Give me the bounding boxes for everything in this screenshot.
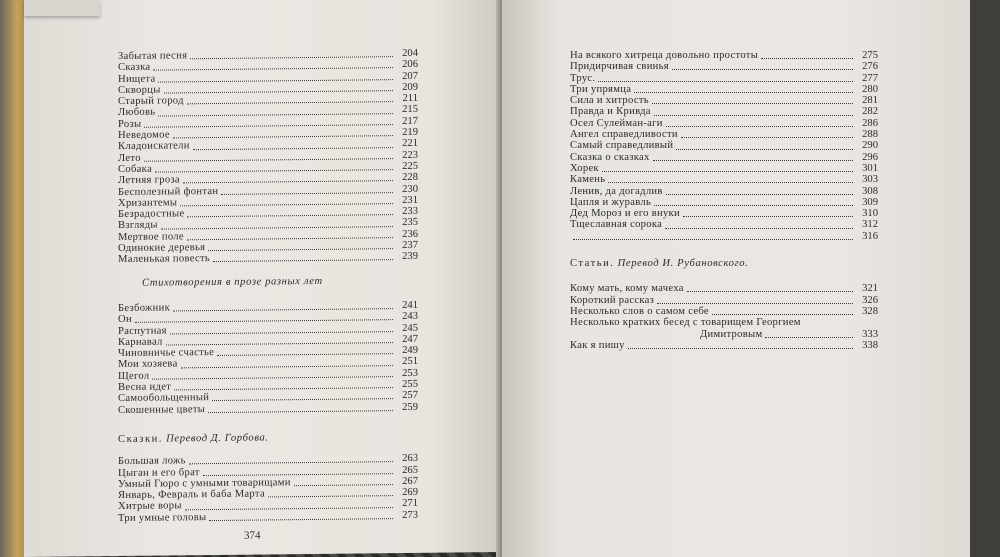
toc-entry-title: На всякого хитреца довольно простоты [570, 50, 759, 61]
toc-entry-title: Скворцы [118, 84, 161, 96]
toc-entry-title: Сказка о сказках [570, 151, 650, 163]
toc-entry-page: 257 [402, 390, 418, 402]
toc-entry [570, 186, 878, 197]
toc-entry-page: 219 [402, 126, 418, 139]
toc-entry-page: 281 [862, 95, 878, 107]
dot-leader [628, 348, 853, 349]
toc-entry [118, 510, 418, 524]
toc-entry-title: Старый город [118, 95, 184, 108]
toc-entry-page: 303 [862, 174, 878, 186]
toc-entry-page: 215 [402, 104, 418, 116]
dot-leader [654, 115, 853, 116]
toc-entry [570, 306, 878, 317]
toc-entry [570, 283, 878, 294]
toc-entry [570, 174, 878, 185]
toc-entry-page: 276 [862, 61, 878, 73]
toc-entry-title: Нищета [118, 73, 156, 85]
toc-entry-page: 312 [862, 219, 878, 231]
toc-entry-page: 239 [402, 251, 418, 263]
toc-entry-page: 237 [402, 239, 418, 252]
toc-entry-title: Весна идет [118, 381, 172, 394]
toc-group-2 [118, 300, 418, 416]
toc-entry-page: 228 [402, 172, 418, 184]
toc-entry [570, 340, 878, 351]
toc-entry-page: 265 [402, 464, 418, 476]
toc-entry-title: Короткий рассказ [570, 294, 655, 306]
toc-entry-page: 282 [862, 106, 878, 118]
toc-entry-title: Дед Мороз и его внуки [570, 208, 680, 220]
toc-entry-title: Несколько слов о самом себе [570, 305, 709, 317]
toc-entry-title: Самый справедливый [570, 140, 674, 152]
toc-entry-page: 221 [402, 138, 418, 150]
toc-entry-title: Сказка [118, 61, 151, 74]
left-page [24, 0, 500, 557]
toc-entry-title: Бесполезный фонтан [118, 185, 219, 198]
toc-entry-title: Кладоискатели [118, 140, 190, 153]
toc-entry [570, 329, 878, 340]
dot-leader [666, 194, 853, 195]
toc-entry-title: Одинокие деревья [118, 242, 206, 255]
toc-entry-title: Осел Сулейман-аги [570, 117, 663, 129]
toc-entry-page: 233 [402, 206, 418, 218]
toc-entry-title: Хризантемы [118, 197, 178, 209]
dot-leader [672, 69, 853, 70]
toc-entry-page: 206 [402, 59, 418, 71]
toc-entry-page: 204 [402, 47, 418, 60]
dot-leader [665, 228, 853, 229]
toc-entry-title: Тщеславная сорока [570, 219, 663, 231]
dot-leader [268, 495, 393, 497]
toc-entry-title: Неведомое [118, 129, 170, 142]
toc-entry [570, 197, 878, 208]
toc-group-2 [570, 283, 878, 351]
toc-entry-title: Мертвое поле [118, 231, 184, 243]
toc-entry-title: Большая ложь [118, 455, 186, 468]
toc-entry-page: 251 [402, 356, 418, 368]
toc-entry-page: 275 [862, 50, 878, 61]
toc-entry-page: 286 [862, 117, 878, 129]
dot-leader [598, 81, 853, 82]
dot-leader [761, 58, 853, 59]
section-heading-2: Статьи. Перевод И. Рубановского. [570, 258, 749, 270]
toc-entry-page: 211 [402, 93, 418, 105]
toc-entry-page: 267 [402, 475, 418, 487]
dot-leader [217, 353, 393, 356]
toc-entry-page: 223 [402, 149, 418, 161]
toc-entry-page: 280 [862, 83, 878, 95]
toc-entry-page: 255 [402, 378, 418, 391]
toc-entry-title: Хорек [570, 162, 599, 174]
toc-entry-title: Камень [570, 174, 606, 186]
dot-leader [608, 182, 853, 183]
toc-entry [570, 129, 878, 140]
toc-entry-title: Димитровым [700, 328, 763, 340]
toc-entry [570, 95, 878, 106]
toc-entry-page: 259 [402, 401, 418, 413]
dot-leader [681, 137, 853, 138]
toc-entry-page: 241 [402, 299, 418, 311]
toc-entry-title: Сила и хитрость [570, 95, 649, 107]
toc-entry-title: Лето [118, 152, 141, 164]
dot-leader [765, 337, 853, 338]
dot-leader [209, 518, 393, 521]
toc-entry-title: Январь, Февраль и баба Марта [118, 488, 265, 502]
page-number: 374 [244, 529, 261, 542]
toc-entry-page: 316 [862, 230, 878, 242]
toc-entry-title: Взгляды [118, 220, 158, 232]
dot-leader [602, 171, 853, 172]
dot-leader [221, 192, 393, 195]
toc-entry-page: 296 [862, 151, 878, 163]
toc-entry-title: Забытая песня [118, 50, 188, 63]
toc-entry-page: 230 [402, 183, 418, 195]
toc-entry [570, 152, 878, 163]
toc-entry-page: 309 [862, 196, 878, 208]
toc-entry-page: 271 [402, 498, 418, 510]
toc-entry-page: 333 [862, 328, 878, 340]
toc-entry-page: 217 [402, 115, 418, 127]
toc-entry-page: 326 [862, 294, 878, 306]
toc-entry-page: 338 [862, 339, 878, 351]
toc-entry-page: 247 [402, 333, 418, 345]
toc-entry [570, 50, 878, 61]
toc-entry-title: Цыган и его брат [118, 466, 200, 479]
toc-entry [570, 73, 878, 84]
toc-entry-page: 207 [402, 70, 418, 82]
toc-entry-title: Несколько кратких бесед с товарищем Георгием [570, 317, 801, 329]
toc-entry-title: Собака [118, 163, 152, 175]
toc-entry-title: Правда и Кривда [570, 106, 651, 118]
toc-entry-page: 277 [862, 72, 878, 84]
left-toc [118, 48, 418, 524]
toc-entry [570, 84, 878, 95]
toc-group-3 [118, 453, 418, 524]
toc-entry-page: 308 [862, 185, 878, 197]
toc-entry [570, 118, 878, 129]
dot-leader [653, 160, 853, 161]
toc-entry-title: Летняя гроза [118, 174, 180, 187]
dot-leader [666, 126, 853, 127]
right-toc [570, 50, 878, 351]
toc-entry-title: Трус. [570, 72, 596, 84]
toc-entry-page: 263 [402, 453, 418, 465]
right-background [968, 0, 1000, 557]
toc-entry-title: Скошенные цветы [118, 403, 206, 416]
toc-entry-page: 269 [402, 486, 418, 499]
dot-leader [654, 205, 853, 206]
toc-entry-page: 290 [862, 140, 878, 152]
toc-entry-page: 328 [862, 305, 878, 317]
toc-entry-page: 245 [402, 322, 418, 334]
dot-leader [683, 216, 853, 217]
toc-entry-title: Безрадостные [118, 208, 185, 221]
right-page [502, 0, 970, 557]
toc-entry-title: Розы [118, 118, 142, 130]
toc-entry-page: 310 [862, 208, 878, 220]
toc-entry-title: Умный Гюро с умными товарищами [118, 477, 291, 490]
toc-entry [570, 163, 878, 174]
toc-entry-title: Безбожник [118, 302, 171, 314]
toc-entry-page: 249 [402, 344, 418, 357]
dot-leader [687, 291, 853, 292]
toc-entry [570, 61, 878, 72]
toc-entry-page: 235 [402, 217, 418, 229]
toc-group-1 [118, 48, 418, 266]
toc-entry-page: 236 [402, 228, 418, 240]
toc-entry-title: Кому мать, кому мачеха [570, 283, 684, 295]
toc-entry-page: 301 [862, 162, 878, 174]
toc-entry-title: Любовь [118, 107, 156, 119]
dot-leader [634, 92, 853, 93]
toc-entry-title: Три упрямца [570, 83, 632, 95]
toc-entry-page: 273 [402, 509, 418, 521]
toc-entry [570, 295, 878, 306]
toc-entry-title: Цапля и журавль [570, 196, 652, 208]
toc-entry-title: Он [118, 314, 132, 326]
toc-entry-title: Маленькая повесть [118, 253, 211, 266]
dot-leader [652, 103, 853, 104]
toc-entry-page: 288 [862, 129, 878, 141]
toc-entry [570, 140, 878, 151]
toc-entry-title: Карнавал [118, 336, 163, 348]
dot-leader [294, 484, 393, 486]
dot-leader [573, 239, 853, 240]
page-corner [24, 0, 100, 16]
toc-entry-title: Три умные головы [118, 511, 207, 524]
toc-entry [570, 208, 878, 219]
toc-entry [570, 231, 878, 242]
book-edge-strip [0, 0, 24, 557]
toc-entry-title: Самообольщенный [118, 392, 210, 405]
toc-entry-page: 321 [862, 283, 878, 295]
toc-entry-title: Распутная [118, 325, 167, 337]
dot-leader [657, 303, 853, 304]
section-heading-3: Сказки. Перевод Д. Горбова. [118, 432, 269, 445]
toc-entry-page: 243 [402, 311, 418, 323]
toc-entry-title: Щегол [118, 370, 150, 382]
toc-entry-title: Как я пишу [570, 339, 625, 351]
toc-entry-title: Ленив, да догадлив [570, 185, 663, 197]
toc-entry-title: Ангел справедливости [570, 129, 678, 141]
section-heading-2: Стихотворения в прозе разных лет [142, 275, 323, 289]
dot-leader [676, 149, 853, 150]
toc-entry [570, 219, 878, 230]
dot-leader [712, 314, 853, 315]
toc-entry-title: Чиновничье счастье [118, 347, 215, 360]
toc-entry-page: 231 [402, 194, 418, 206]
toc-entry-page: 225 [402, 160, 418, 173]
toc-entry-title: Мои хозяева [118, 358, 178, 371]
toc-entry-title: Придирчивая свинья [570, 61, 669, 73]
toc-entry-title: Хитрые воры [118, 500, 182, 513]
toc-entry-page: 209 [402, 81, 418, 93]
toc-entry-page: 253 [402, 367, 418, 379]
toc-entry [570, 317, 878, 328]
toc-group-1 [570, 50, 878, 242]
toc-entry [570, 106, 878, 117]
